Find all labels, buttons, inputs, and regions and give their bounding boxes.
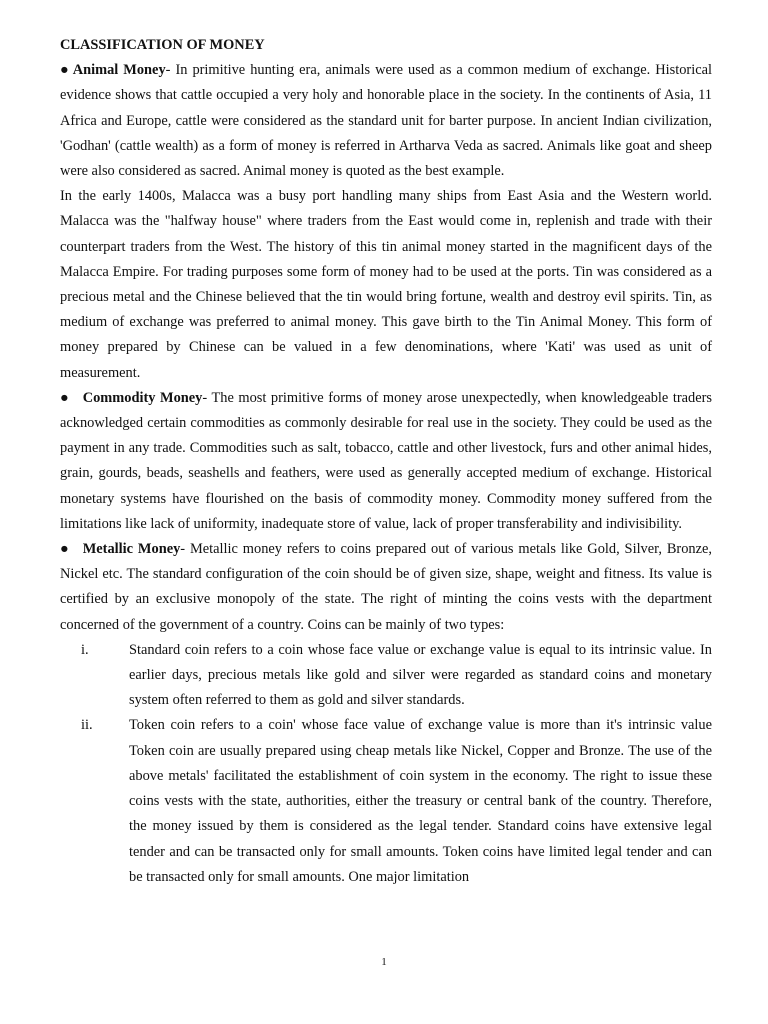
section-term: Animal Money: [72, 62, 166, 79]
section-text: In the early 1400s, Malacca was a busy port handling many ships from East Asia and the Western world. Malacca was the "halfway house" where traders from the East would come in, replenish and trade with their counterpart traders from the West. The history of this tin animal money started in the magnificent days of the Malacca Empire. For trading purposes some form of money had to be used at the ports. Tin was considered as a precious metal and the Chinese believed that the tin would bring fortune, wealth and destroy evil spirits. Tin, as medium of exchange was preferred to animal money. This gave birth to the Tin Animal Money. This form of money prepared by Chinese can be valued in a few denominations, where 'Kati' was used as unit of measurement.: [60, 188, 712, 381]
section-commodity-money: [60, 386, 712, 537]
bullet-icon: ●: [60, 62, 69, 79]
section-text: - Metallic money refers to coins prepared out of various metals like Gold, Silver, Bronze, Nickel etc. The standard configuration of the coin should be of given size, shape, weight and fitness. Its value is certified by an exclusive monopoly of the state. The right of minting the coins vests with the department concerned of the government of a country. Coins can be mainly of two types:: [60, 541, 712, 633]
section-metallic-money: [60, 537, 712, 638]
document-title: CLASSIFICATION OF MONEY: [60, 37, 265, 53]
page-number: 1: [381, 956, 387, 968]
section-term: Metallic Money: [82, 541, 181, 558]
section-tin-money: [60, 184, 712, 386]
list-item: [60, 713, 712, 889]
bullet-icon: ●: [60, 389, 69, 406]
list-item-text: Standard coin refers to a coin whose face value or exchange value is equal to its intrinsic value. In earlier days, precious metals like gold and silver were regarded as standard coins and monetary system often referred to them as gold and silver standards.: [129, 641, 712, 709]
document-page: [60, 33, 712, 890]
section-text: - In primitive hunting era, animals were used as a common medium of exchange. Historical evidence shows that cattle occupied a very holy and honorable place in the society. In the continents of Asia, 11 Africa and Europe, cattle were considered as the standard unit for barter purpose. In ancient Indian civilization, 'Godhan' (cattle wealth) as a form of money is referred in Artharva Veda as sacred. Animals like goat and sheep were also considered as sacred. Animal money is quoted as the best example.: [60, 62, 712, 180]
list-item: [60, 638, 712, 714]
section-animal-money: [60, 58, 712, 184]
section-text: - The most primitive forms of money arose unexpectedly, when knowledgeable traders acknowledged certain commodities as commonly desirable for real use in the society. They could be used as the payment in any trade. Commodities such as salt, tobacco, cattle and other livestock, furs and other animal hides, grain, gourds, beads, seashells and feathers, were used as generally accepted medium of exchange. Historical monetary systems have flourished on the basis of commodity money. Commodity money suffered from the limitations like lack of uniformity, inadequate store of value, lack of proper transferability and indivisibility.: [60, 389, 712, 532]
list-marker: i.: [81, 641, 89, 658]
list-marker: ii.: [81, 717, 93, 734]
list-item-text: Token coin refers to a coin' whose face value of exchange value is more than it's intrinsic value Token coin are usually prepared using cheap metals like Nickel, Copper and Bronze. The use of the above metals' facilitated the establishment of coin system in the economy. The right to issue these coins vests with the state, authorities, either the treasury or central bank of the country. Therefore, the money issued by them is considered as the legal tender. Standard coins have extensive legal tender and can be transacted only for small amounts. Token coins have limited legal tender and can be transacted only for small amounts. One major limitation: [129, 717, 712, 885]
bullet-icon: ●: [60, 541, 69, 558]
section-term: Commodity Money: [82, 389, 203, 406]
